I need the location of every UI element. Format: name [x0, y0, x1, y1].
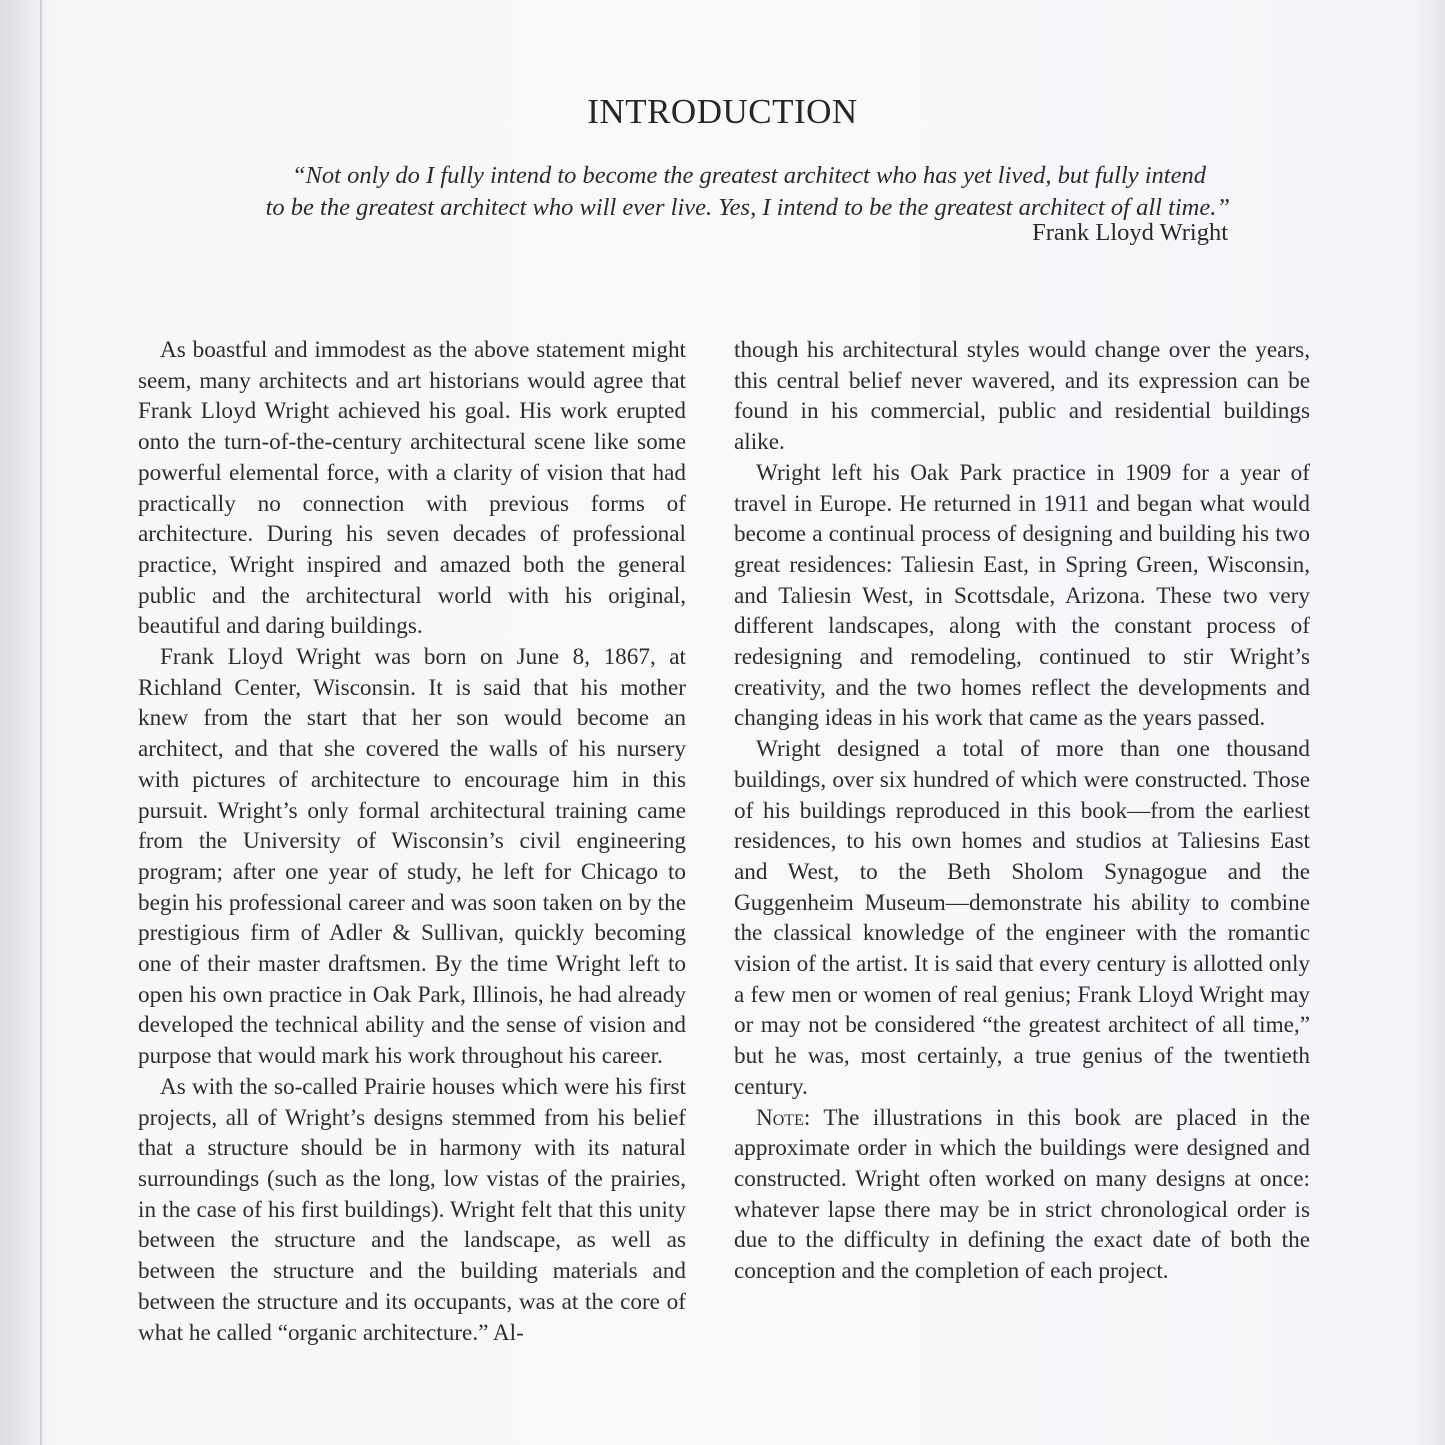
right-text-column	[734, 335, 1310, 1287]
epigraph-quote	[200, 160, 1230, 224]
binding-crease	[40, 0, 42, 1445]
page-edge-shadow	[1415, 0, 1445, 1445]
note-label: Note:	[756, 1104, 811, 1131]
paragraph: Wright left his Oak Park practice in 1909 for a year of travel in Europe. He returned in 1911 and began what would become a continual process of designing and building his two great residences: Taliesin East, in Spring Green, Wisconsin, and Taliesin West, in Scottsdale, Arizona. These two very different landscapes, along with the constant process of redesigning and remodeling, continued to stir Wright’s creativity, and the two homes reflect the developments and changing ideas in his work that came as the years passed.	[734, 459, 1310, 732]
epigraph-line-1: “Not only do I fully intend to become the greatest architect who has yet lived, but fully intend	[291, 162, 1206, 189]
note-text: The illustrations in this book are placed in the approximate order in which the buildings were designed and constructed. Wright often worked on many designs at once: whatever lapse there may be in strict chronological order is due to the difficulty in defining the exact date of both the conception and the completion of each project.	[734, 1104, 1310, 1285]
paragraph: As with the so-called Prairie houses which were his first projects, all of Wright’s designs stemmed from his belief that a structure should be in harmony with its natural surroundings (such as the long, low vistas of the prairies, in the case of his first buildings). Wright felt that this unity between the structure and the landscape, as well as between the structure and the building materials and between the structure and its occupants, was at the core of what he called “organic architecture.” Al-	[138, 1073, 686, 1346]
note-paragraph	[734, 1103, 1310, 1287]
epigraph-line-2: to be the greatest architect who will ever live. Yes, I intend to be the greatest architect of all time.”	[265, 194, 1230, 221]
paragraph: Wright designed a total of more than one thousand buildings, over six hundred of which were constructed. Those of his buildings reproduced in this book—from the earliest residences, to his own homes and studios at Taliesins East and West, to the Beth Sholom Synagogue and the Guggenheim Museum—demonstrate his ability to combine the classical knowledge of the engineer with the romantic vision of the artist. It is said that every century is allotted only a few men or women of real genius; Frank Lloyd Wright may or may not be considered “the greatest architect of all time,” but he was, most certainly, a true genius of the twentieth century.	[734, 736, 1310, 1100]
paragraph-continuation: though his architectural styles would change over the years, this central belief never wavered, and its expression can be found in his commercial, public and residential buildings alike.	[734, 337, 1310, 456]
epigraph-attribution: Frank Lloyd Wright	[1032, 219, 1228, 246]
paragraph: Frank Lloyd Wright was born on June 8, 1867, at Richland Center, Wisconsin. It is said that his mother knew from the start that her son would become an architect, and that she covered the walls of his nursery with pictures of architecture to encourage him in this pursuit. Wright’s only formal architectural training came from the University of Wisconsin’s civil engineering program; after one year of study, he left for Chicago to begin his professional career and was soon taken on by the prestigious firm of Adler & Sullivan, quickly becoming one of their master draftsmen. By the time Wright left to open his own practice in Oak Park, Illinois, he had already developed the technical ability and the sense of vision and purpose that would mark his work throughout his career.	[138, 644, 686, 1070]
paragraph: As boastful and immodest as the above statement might seem, many architects and art historians would agree that Frank Lloyd Wright achieved his goal. His work erupted onto the turn-of-the-century architectural scene like some powerful elemental force, with a clarity of vision that had practically no connection with previous forms of architecture. During his seven decades of professional practice, Wright inspired and amazed both the general public and the architectural world with his original, beautiful and daring buildings.	[138, 337, 686, 640]
page-title: INTRODUCTION	[587, 92, 858, 131]
left-text-column	[138, 335, 686, 1348]
